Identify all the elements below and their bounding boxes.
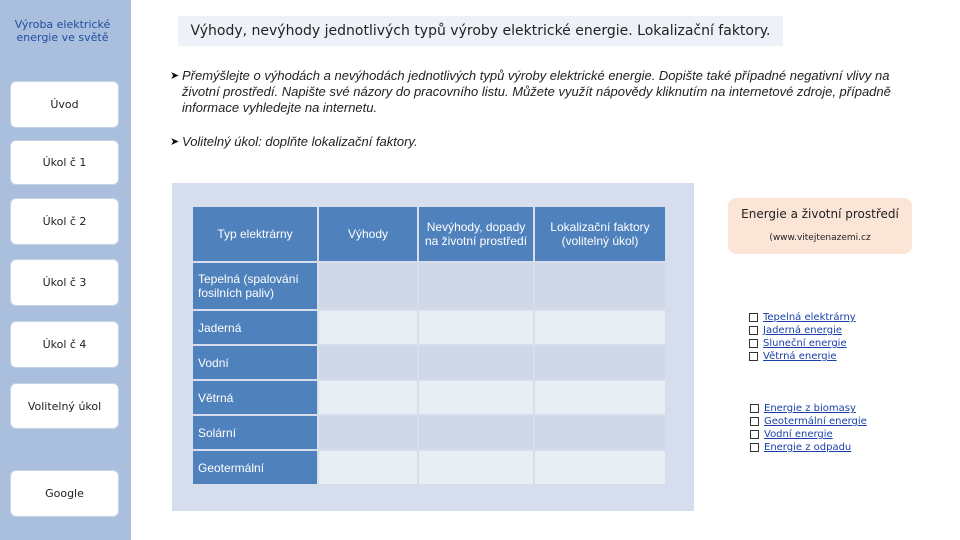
table-cell-input[interactable] bbox=[535, 451, 665, 484]
table-row bbox=[193, 346, 665, 379]
table-cell-input[interactable] bbox=[419, 451, 533, 484]
checkbox-bullet-icon bbox=[749, 313, 758, 322]
nav-button-label: Google bbox=[45, 487, 84, 500]
nav-button-label: Úkol č 4 bbox=[42, 338, 87, 351]
links-group-2 bbox=[750, 402, 867, 454]
nav-button-label: Úvod bbox=[50, 98, 79, 111]
header-cell-localization: Lokalizační faktory (volitelný úkol) bbox=[535, 207, 665, 261]
row-label-tepelna: Tepelná (spalování fosilních paliv) bbox=[193, 263, 317, 309]
checkbox-bullet-icon bbox=[750, 430, 759, 439]
table-row bbox=[193, 416, 665, 449]
table-row bbox=[193, 451, 665, 484]
page-title bbox=[178, 16, 783, 46]
nav-button-ukol-3[interactable] bbox=[10, 259, 119, 306]
list-item bbox=[750, 428, 867, 441]
arrow-bullet-icon: ➤ bbox=[170, 70, 180, 82]
worksheet-table bbox=[191, 205, 667, 486]
table-cell-input[interactable] bbox=[319, 381, 417, 414]
nav-button-label: Úkol č 3 bbox=[42, 276, 87, 289]
row-label-geotermalni: Geotermální bbox=[193, 451, 317, 484]
sidebar-title: Výroba elektrické energie ve světě bbox=[14, 18, 111, 44]
instruction-bullet-1 bbox=[170, 68, 905, 116]
nav-button-google[interactable] bbox=[10, 470, 119, 517]
sidebar bbox=[0, 0, 131, 540]
list-item bbox=[750, 402, 867, 415]
link-slunecni-energie[interactable]: Sluneční energie bbox=[763, 338, 847, 349]
list-item bbox=[750, 415, 867, 428]
table-row bbox=[193, 311, 665, 344]
link-geotermalni-energie[interactable]: Geotermální energie bbox=[764, 416, 867, 427]
table-cell-input[interactable] bbox=[419, 263, 533, 309]
table-header-row bbox=[193, 207, 665, 261]
link-vodni-energie[interactable]: Vodní energie bbox=[764, 429, 833, 440]
link-energie-z-biomasy[interactable]: Energie z biomasy bbox=[764, 403, 856, 414]
header-cell-disadvantages: Nevýhody, dopady na životní prostředí bbox=[419, 207, 533, 261]
checkbox-bullet-icon bbox=[750, 417, 759, 426]
instruction-bullet-2 bbox=[170, 134, 670, 150]
header-cell-type: Typ elektrárny bbox=[193, 207, 317, 261]
list-item bbox=[750, 441, 867, 454]
row-label-vodni: Vodní bbox=[193, 346, 317, 379]
table-row bbox=[193, 263, 665, 309]
nav-button-ukol-2[interactable] bbox=[10, 198, 119, 245]
arrow-bullet-icon: ➤ bbox=[170, 136, 180, 148]
table-cell-input[interactable] bbox=[535, 346, 665, 379]
table-cell-input[interactable] bbox=[319, 346, 417, 379]
checkbox-bullet-icon bbox=[749, 339, 758, 348]
table-cell-input[interactable] bbox=[419, 346, 533, 379]
instruction-text: Volitelný úkol: doplňte lokalizační faktory. bbox=[182, 134, 418, 149]
table-cell-input[interactable] bbox=[319, 451, 417, 484]
checkbox-bullet-icon bbox=[749, 352, 758, 361]
table-cell-input[interactable] bbox=[419, 416, 533, 449]
row-label-jaderna: Jaderná bbox=[193, 311, 317, 344]
instruction-text: Přemýšlejte o výhodách a nevýhodách jednotlivých typů výroby elektrické energie. Dopište také případné negativní vlivy na životní prostředí. Napište své názory do pracovního listu. Můžete využít nápovědy kliknutím na internetové zdroje, případně informace vyhledejte na internetu. bbox=[182, 68, 891, 115]
list-item bbox=[749, 337, 856, 350]
table-cell-input[interactable] bbox=[419, 381, 533, 414]
link-jaderna-energie[interactable]: Jaderná energie bbox=[763, 325, 843, 336]
page-title-text: Výhody, nevýhody jednotlivých typů výroby elektrické energie. Lokalizační faktory. bbox=[190, 23, 771, 39]
environment-box-title: Energie a životní prostředí bbox=[741, 207, 899, 221]
table-row bbox=[193, 381, 665, 414]
checkbox-bullet-icon bbox=[750, 404, 759, 413]
nav-button-uvod[interactable] bbox=[10, 81, 119, 128]
nav-button-ukol-1[interactable] bbox=[10, 140, 119, 185]
nav-button-label: Úkol č 2 bbox=[42, 215, 87, 228]
links-group-1 bbox=[749, 311, 856, 363]
checkbox-bullet-icon bbox=[749, 326, 758, 335]
table-cell-input[interactable] bbox=[535, 263, 665, 309]
list-item bbox=[749, 324, 856, 337]
checkbox-bullet-icon bbox=[750, 443, 759, 452]
nav-button-label: Úkol č 1 bbox=[42, 156, 87, 169]
table-cell-input[interactable] bbox=[535, 311, 665, 344]
table-cell-input[interactable] bbox=[535, 381, 665, 414]
table-cell-input[interactable] bbox=[535, 416, 665, 449]
link-vetrna-energie[interactable]: Větrná energie bbox=[763, 351, 837, 362]
table-cell-input[interactable] bbox=[419, 311, 533, 344]
environment-box-url: (www.vitejtenazemi.cz bbox=[769, 233, 871, 243]
list-item bbox=[749, 350, 856, 363]
table-cell-input[interactable] bbox=[319, 311, 417, 344]
nav-button-volitelny-ukol[interactable] bbox=[10, 383, 119, 429]
table-cell-input[interactable] bbox=[319, 263, 417, 309]
list-item bbox=[749, 311, 856, 324]
row-label-vetrna: Větrná bbox=[193, 381, 317, 414]
nav-button-ukol-4[interactable] bbox=[10, 321, 119, 368]
link-tepelna-elektrarny[interactable]: Tepelná elektrárny bbox=[763, 312, 856, 323]
environment-box[interactable] bbox=[728, 198, 912, 254]
table-cell-input[interactable] bbox=[319, 416, 417, 449]
nav-button-label: Volitelný úkol bbox=[27, 399, 102, 413]
header-cell-advantages: Výhody bbox=[319, 207, 417, 261]
link-energie-z-odpadu[interactable]: Energie z odpadu bbox=[764, 442, 852, 453]
row-label-solarni: Solární bbox=[193, 416, 317, 449]
